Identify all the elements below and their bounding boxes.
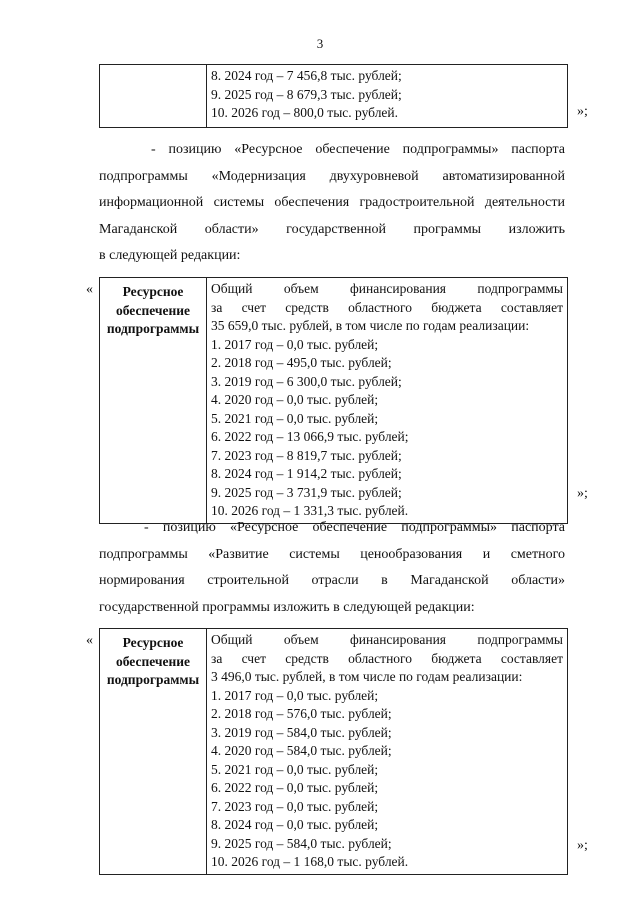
paragraph-line: подпрограммы «Развитие системы ценообразования и сметного: [99, 546, 565, 562]
resource-table-continuation: [99, 64, 568, 128]
table-label-cell-empty: [100, 65, 207, 128]
label-line: Ресурсное: [122, 635, 184, 650]
year-line: 8. 2024 год – 0,0 тыс. рублей;: [211, 817, 379, 832]
page-number: 3: [316, 36, 324, 51]
paragraph-line: нормирования строительной отрасли в Магаданской области»: [99, 573, 565, 588]
intro-line: за счет средств областного бюджета составляет: [211, 650, 563, 666]
intro-line: 35 659,0 тыс. рублей, в том числе по годам реализации:: [211, 318, 530, 333]
paragraph-line: государственной программы изложить в следующей редакции:: [99, 599, 475, 615]
table-label-cell: [100, 278, 207, 524]
year-line: 3. 2019 год – 584,0 тыс. рублей;: [211, 724, 392, 740]
year-line: 5. 2021 год – 0,0 тыс. рублей;: [211, 761, 379, 777]
paragraph-2: [99, 515, 565, 621]
label-line: подпрограммы: [106, 672, 200, 687]
paragraph-line: Магаданской области» государственной программы изложить: [99, 221, 565, 237]
closing-quote: »;: [577, 104, 588, 119]
year-line: 1. 2017 год – 0,0 тыс. рублей;: [211, 336, 379, 352]
year-line: 7. 2023 год – 8 819,7 тыс. рублей;: [211, 447, 402, 463]
paragraph-line: подпрограммы «Модернизация двухуровневой автоматизированной: [99, 168, 565, 184]
year-line: 9. 2025 год – 3 731,9 тыс. рублей;: [211, 484, 402, 500]
intro-line: за счет средств областного бюджета составляет: [211, 299, 563, 315]
year-line: 9. 2025 год – 8 679,3 тыс. рублей;: [211, 86, 402, 102]
resource-table-1: [99, 277, 568, 524]
label-line: подпрограммы: [106, 321, 200, 336]
year-line: 2. 2018 год – 495,0 тыс. рублей;: [211, 355, 392, 370]
intro-line: Общий объем финансирования подпрограммы: [211, 281, 563, 296]
year-line: 9. 2025 год – 584,0 тыс. рублей;: [211, 835, 392, 851]
table-label-cell: [100, 629, 207, 875]
closing-quote: »;: [577, 486, 588, 501]
year-line: 3. 2019 год – 6 300,0 тыс. рублей;: [211, 373, 402, 389]
table-body-cell: [207, 629, 568, 875]
intro-line: 3 496,0 тыс. рублей, в том числе по годам реализации:: [211, 669, 523, 684]
year-line: 2. 2018 год – 576,0 тыс. рублей;: [211, 706, 392, 721]
paragraph-line: - позицию «Ресурсное обеспечение подпрограммы» паспорта: [151, 142, 565, 157]
year-line: 10. 2026 год – 1 331,3 тыс. рублей.: [211, 503, 409, 518]
year-line: 4. 2020 год – 584,0 тыс. рублей;: [211, 743, 392, 758]
year-line: 4. 2020 год – 0,0 тыс. рублей;: [211, 392, 379, 407]
label-line: обеспечение: [115, 653, 191, 669]
closing-quote: »;: [577, 838, 588, 853]
year-line: 1. 2017 год – 0,0 тыс. рублей;: [211, 687, 379, 703]
year-line: 10. 2026 год – 1 168,0 тыс. рублей.: [211, 854, 409, 869]
year-line: 6. 2022 год – 0,0 тыс. рублей;: [211, 780, 379, 795]
paragraph-line: информационной системы обеспечения градостроительной деятельности: [99, 195, 565, 210]
paragraph-1: [99, 137, 565, 270]
opening-quote: «: [86, 633, 93, 648]
year-line: 5. 2021 год – 0,0 тыс. рублей;: [211, 410, 379, 426]
paragraph-line: - позицию «Ресурсное обеспечение подпрограммы» паспорта: [144, 520, 565, 535]
paragraph-line: в следующей редакции:: [99, 248, 241, 263]
year-line: 8. 2024 год – 7 456,8 тыс. рублей;: [211, 68, 402, 83]
resource-table-2: [99, 628, 568, 875]
intro-line: Общий объем финансирования подпрограммы: [211, 632, 563, 647]
opening-quote: «: [86, 282, 93, 297]
year-line: 6. 2022 год – 13 066,9 тыс. рублей;: [211, 429, 409, 444]
year-line: 8. 2024 год – 1 914,2 тыс. рублей;: [211, 466, 402, 481]
table-body-cell: [207, 278, 568, 524]
year-line: 7. 2023 год – 0,0 тыс. рублей;: [211, 798, 379, 814]
label-line: Ресурсное: [122, 284, 184, 299]
table-body-cell: [207, 65, 568, 128]
label-line: обеспечение: [115, 302, 191, 318]
year-line: 10. 2026 год – 800,0 тыс. рублей.: [211, 105, 399, 120]
